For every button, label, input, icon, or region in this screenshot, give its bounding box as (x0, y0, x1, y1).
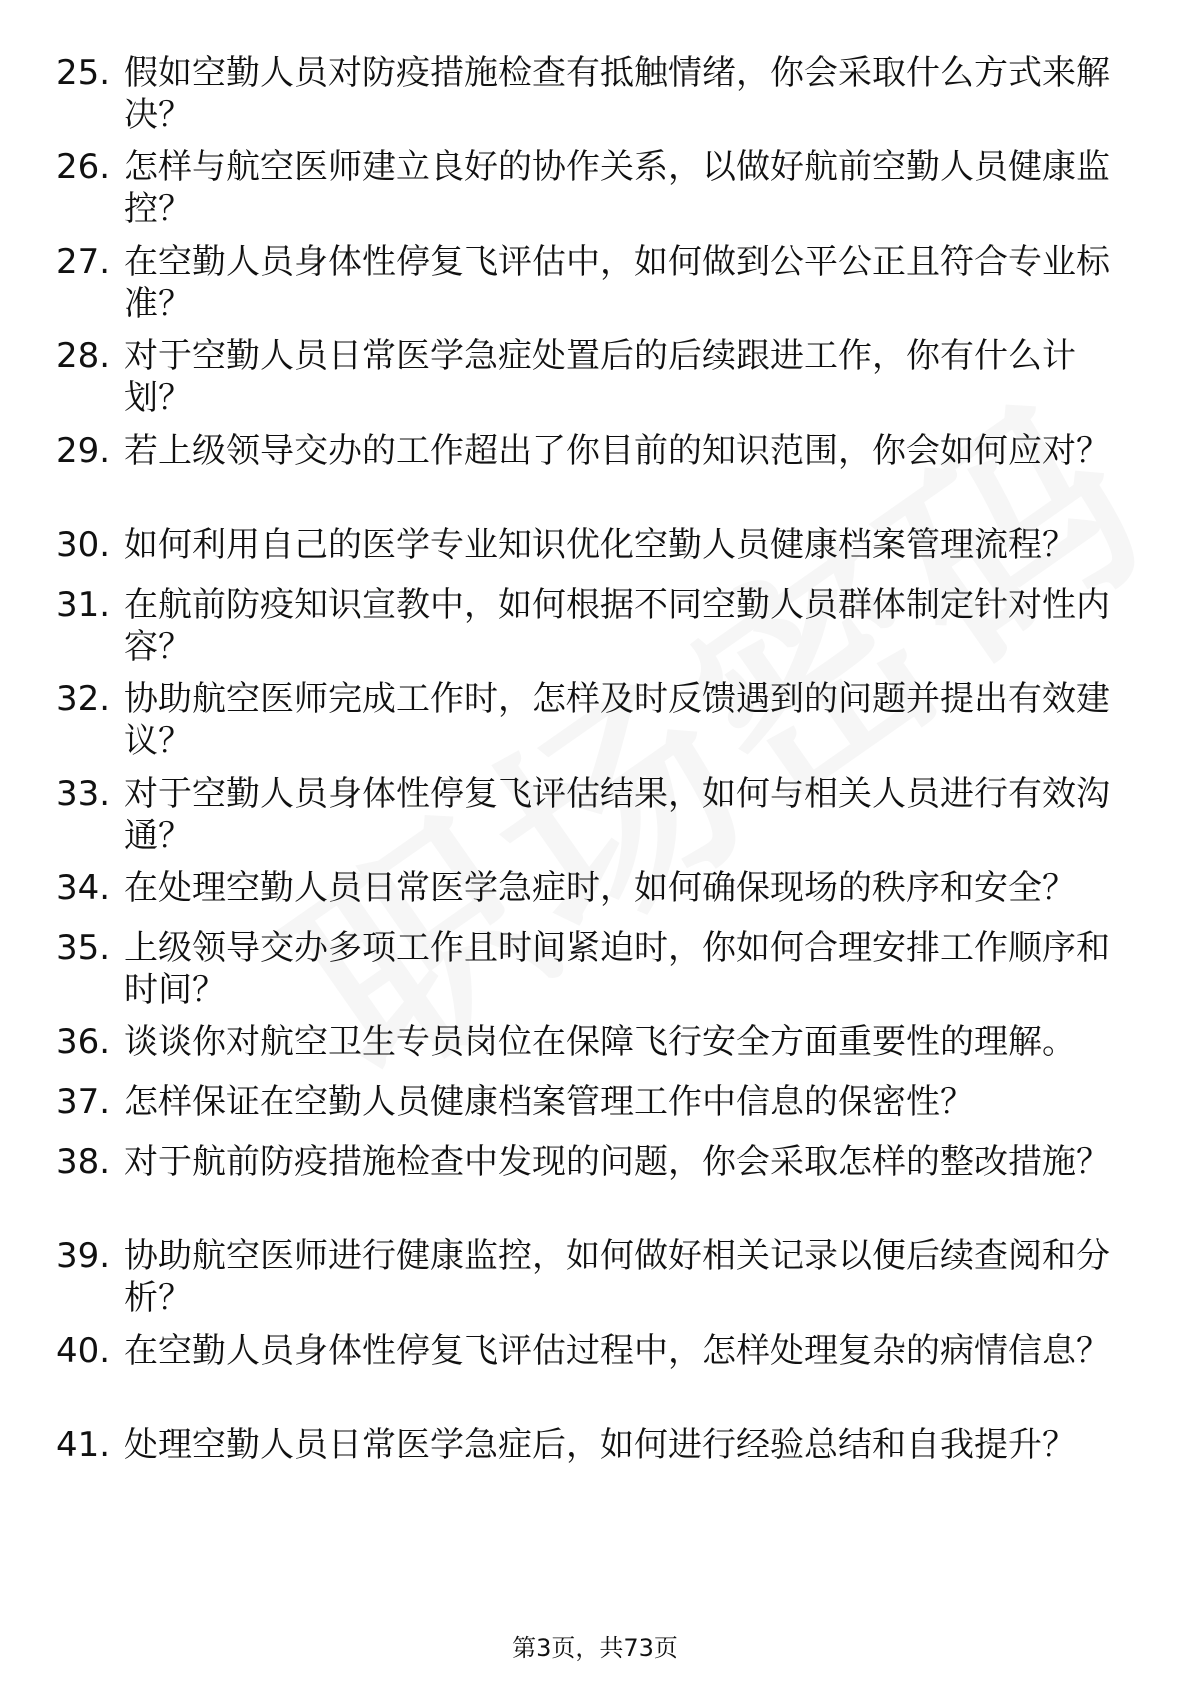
question-text: 谈谈你对航空卫生专员岗位在保障飞行安全方面重要性的理解。 (124, 1022, 1076, 1062)
question-text: 怎样保证在空勤人员健康档案管理工作中信息的保密性？ (124, 1082, 974, 1122)
question-item (56, 1021, 1136, 1063)
question-item (56, 52, 1136, 136)
question-text: 怎样与航空医师建立良好的协作关系，以做好航前空勤人员健康监控？ (124, 147, 1110, 229)
question-number: 37. (56, 1082, 111, 1122)
question-number: 30. (56, 525, 111, 565)
question-number: 36. (56, 1022, 111, 1062)
question-number: 35. (56, 928, 111, 968)
question-text: 协助航空医师进行健康监控，如何做好相关记录以便后续查阅和分析？ (124, 1236, 1110, 1318)
question-item (56, 1235, 1136, 1319)
question-number: 40. (56, 1331, 111, 1371)
question-text: 在处理空勤人员日常医学急症时，如何确保现场的秩序和安全？ (124, 868, 1076, 908)
question-item (56, 584, 1136, 668)
question-item (56, 430, 1136, 472)
question-number: 34. (56, 868, 111, 908)
question-item (56, 241, 1136, 325)
question-item (56, 335, 1136, 419)
question-number: 32. (56, 679, 111, 719)
question-text: 在航前防疫知识宣教中，如何根据不同空勤人员群体制定针对性内容？ (124, 585, 1110, 667)
question-text: 在空勤人员身体性停复飞评估过程中，怎样处理复杂的病情信息？ (124, 1331, 1110, 1371)
question-text: 对于空勤人员身体性停复飞评估结果，如何与相关人员进行有效沟通？ (124, 774, 1110, 856)
question-number: 25. (56, 53, 111, 93)
question-number: 33. (56, 774, 111, 814)
question-item (56, 1081, 1136, 1123)
question-number: 31. (56, 585, 111, 625)
question-number: 26. (56, 147, 111, 187)
question-number: 41. (56, 1425, 111, 1465)
question-text: 协助航空医师完成工作时，怎样及时反馈遇到的问题并提出有效建议？ (124, 679, 1110, 761)
question-number: 39. (56, 1236, 111, 1276)
question-item (56, 1141, 1136, 1183)
question-item (56, 867, 1136, 909)
question-number: 29. (56, 431, 111, 471)
question-text: 对于航前防疫措施检查中发现的问题，你会采取怎样的整改措施？ (124, 1142, 1110, 1182)
question-number: 28. (56, 336, 111, 376)
question-text: 在空勤人员身体性停复飞评估中，如何做到公平公正且符合专业标准？ (124, 242, 1110, 324)
question-item (56, 524, 1136, 566)
question-text: 对于空勤人员日常医学急症处置后的后续跟进工作，你有什么计划？ (124, 336, 1076, 418)
page-footer: 第3页，共73页 (512, 1634, 678, 1662)
question-number: 38. (56, 1142, 111, 1182)
question-item (56, 678, 1136, 762)
question-text: 若上级领导交办的工作超出了你目前的知识范围，你会如何应对？ (124, 431, 1110, 471)
question-item (56, 146, 1136, 230)
question-item (56, 1330, 1136, 1372)
question-text: 假如空勤人员对防疫措施检查有抵触情绪，你会采取什么方式来解决？ (124, 53, 1110, 135)
question-item (56, 927, 1136, 1011)
question-item (56, 1424, 1136, 1466)
question-item (56, 773, 1136, 857)
question-number: 27. (56, 242, 111, 282)
question-text: 处理空勤人员日常医学急症后，如何进行经验总结和自我提升？ (124, 1425, 1076, 1465)
question-text: 如何利用自己的医学专业知识优化空勤人员健康档案管理流程？ (124, 525, 1076, 565)
question-text: 上级领导交办多项工作且时间紧迫时，你如何合理安排工作顺序和时间？ (124, 928, 1110, 1010)
